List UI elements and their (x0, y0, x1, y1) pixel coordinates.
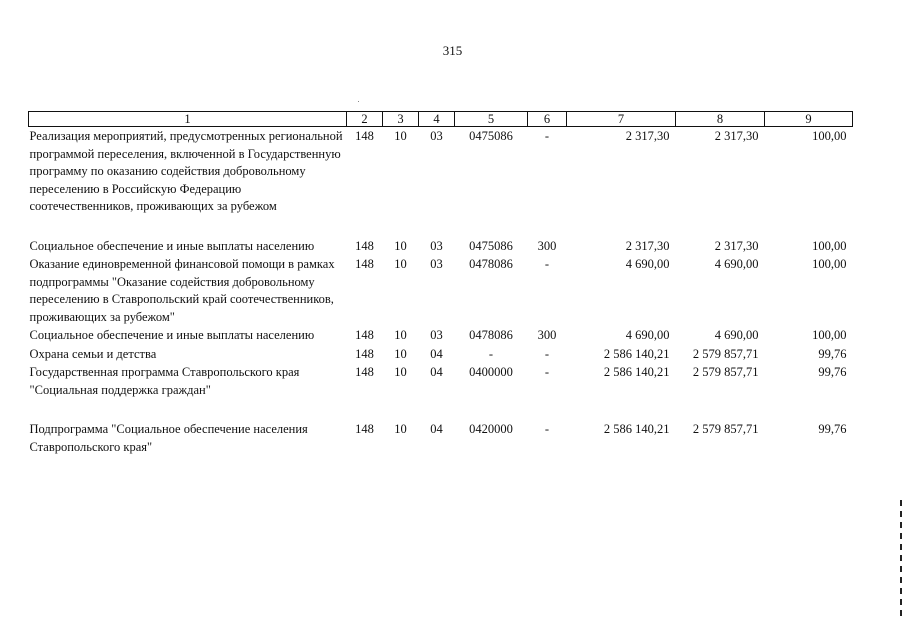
row-amount-7: 2 317,30 (625, 238, 670, 253)
row-code-2: 148 (355, 346, 374, 361)
row-code-3: 10 (394, 328, 407, 342)
row-amount-7: 2 586 140,21 (603, 365, 670, 379)
row-code-6: - (544, 129, 550, 143)
row-amount-8: 2 579 857,71 (692, 346, 759, 361)
row-code-3: 10 (394, 422, 407, 436)
row-code-2: 148 (355, 238, 374, 253)
row-code-5: 0475086 (469, 129, 513, 143)
header-col-9: 9 (765, 112, 853, 127)
row-code-4: 03 (430, 257, 443, 271)
header-col-3: 3 (383, 112, 419, 127)
row-code-6: 300 (537, 328, 557, 342)
scan-mark (900, 599, 902, 605)
scan-mark (900, 500, 902, 506)
row-code-2: 148 (355, 422, 374, 436)
row-code-4: 04 (430, 422, 443, 436)
scan-mark (900, 610, 902, 616)
scan-margin-marks (900, 500, 902, 621)
scan-dot (358, 101, 359, 102)
header-col-5: 5 (455, 112, 528, 127)
row-percent-9: 99,76 (818, 422, 847, 436)
budget-table (28, 111, 853, 456)
table-row (29, 345, 853, 364)
table-row (29, 127, 853, 216)
row-code-3: 10 (394, 129, 407, 143)
row-code-6: - (544, 257, 550, 271)
row-name: Социальное обеспечение и иные выплаты населению (29, 238, 315, 253)
row-name: Оказание единовременной финансовой помощи в рамках подпрограммы "Оказание содействия добровольному переселению в Ставропольский край соотечественников, проживающих за рубежом" (29, 257, 335, 324)
row-code-5: 0478086 (469, 257, 513, 271)
header-col-7: 7 (567, 112, 676, 127)
row-percent-9: 100,00 (812, 129, 847, 143)
row-code-5: - (488, 346, 494, 361)
page-number: 315 (442, 43, 463, 58)
row-amount-7: 2 317,30 (625, 129, 670, 143)
table-row (29, 237, 853, 256)
row-name: Социальное обеспечение и иные выплаты населению (29, 328, 315, 342)
row-code-3: 10 (394, 238, 407, 253)
row-percent-9: 99,76 (818, 346, 847, 361)
spacer-row (29, 399, 853, 420)
row-code-5: 0478086 (469, 328, 513, 342)
row-code-6: 300 (537, 238, 557, 253)
row-amount-8: 2 317,30 (714, 129, 759, 143)
row-name: Реализация мероприятий, предусмотренных региональной программой переселения, включенной в Государственную программу по оказанию содействия добровольному переселению в Российскую Федерацию соотечественников, проживающих за рубежом (29, 129, 343, 213)
row-code-4: 03 (430, 129, 443, 143)
row-code-5: 0400000 (469, 365, 513, 379)
row-code-4: 04 (430, 346, 443, 361)
header-col-4: 4 (419, 112, 455, 127)
table-row (29, 255, 853, 326)
row-amount-7: 4 690,00 (625, 257, 670, 271)
scan-mark (900, 588, 902, 594)
row-percent-9: 100,00 (812, 257, 847, 271)
row-code-4: 03 (430, 328, 443, 342)
row-amount-8: 4 690,00 (714, 328, 759, 342)
row-amount-8: 4 690,00 (714, 257, 759, 271)
row-code-2: 148 (355, 365, 374, 379)
table-row (29, 420, 853, 456)
row-amount-7: 4 690,00 (625, 328, 670, 342)
header-row (29, 112, 853, 127)
table-row (29, 326, 853, 345)
row-percent-9: 100,00 (812, 328, 847, 342)
scan-mark (900, 533, 902, 539)
row-amount-8: 2 579 857,71 (692, 365, 759, 379)
row-name: Государственная программа Ставропольского края "Социальная поддержка граждан" (29, 365, 300, 397)
header-col-2: 2 (347, 112, 383, 127)
header-col-1: 1 (29, 112, 347, 127)
table-row (29, 363, 853, 399)
row-name: Охрана семьи и детства (29, 346, 157, 361)
spacer-row (29, 216, 853, 237)
header-col-8: 8 (676, 112, 765, 127)
row-name: Подпрограмма "Социальное обеспечение населения Ставропольского края" (29, 422, 308, 454)
budget-table-container (28, 111, 852, 456)
header-col-6: 6 (528, 112, 567, 127)
row-code-6: - (544, 346, 550, 361)
row-code-5: 0420000 (469, 422, 513, 436)
row-code-2: 148 (355, 129, 374, 143)
row-code-4: 03 (430, 238, 443, 253)
row-code-3: 10 (394, 346, 407, 361)
row-code-2: 148 (355, 257, 374, 271)
scan-mark (900, 511, 902, 517)
row-code-2: 148 (355, 328, 374, 342)
row-code-3: 10 (394, 257, 407, 271)
row-code-6: - (544, 365, 550, 379)
row-amount-7: 2 586 140,21 (603, 422, 670, 436)
row-code-6: - (544, 422, 550, 436)
row-percent-9: 99,76 (818, 365, 847, 379)
scan-mark (900, 522, 902, 528)
row-code-4: 04 (430, 365, 443, 379)
row-amount-7: 2 586 140,21 (603, 346, 670, 361)
row-amount-8: 2 579 857,71 (692, 422, 759, 436)
scan-mark (900, 544, 902, 550)
row-code-3: 10 (394, 365, 407, 379)
scan-mark (900, 566, 902, 572)
row-code-5: 0475086 (469, 238, 513, 253)
row-amount-8: 2 317,30 (714, 238, 759, 253)
scan-mark (900, 577, 902, 583)
row-percent-9: 100,00 (812, 238, 847, 253)
scan-mark (900, 555, 902, 561)
